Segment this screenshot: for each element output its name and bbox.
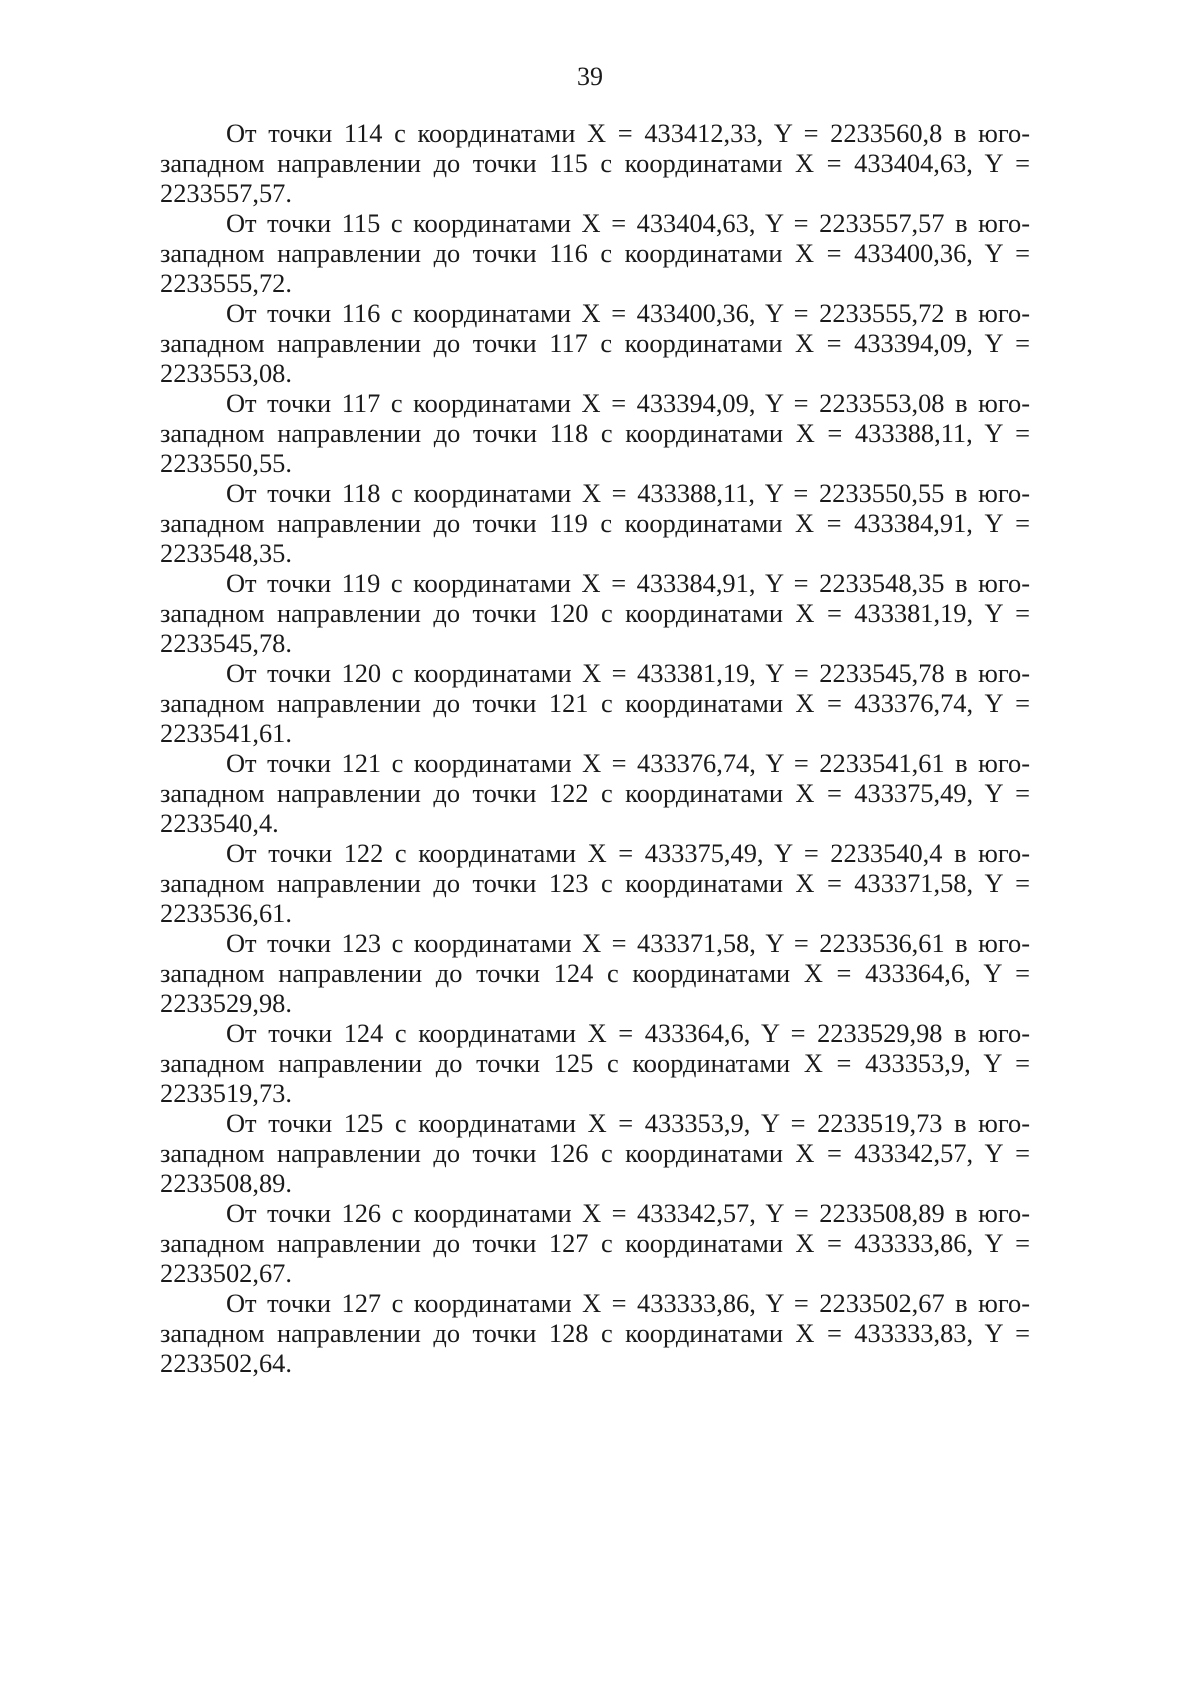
- coordinate-paragraph: От точки 122 с координатами X = 433375,49, Y = 2233540,4 в юго-западном направлении до точки 123 с координатами X = 433371,58, Y = 2233536,61.: [160, 838, 1030, 928]
- coordinate-paragraph: От точки 124 с координатами X = 433364,6, Y = 2233529,98 в юго-западном направлении до точки 125 с координатами X = 433353,9, Y = 2233519,73.: [160, 1018, 1030, 1108]
- coordinate-paragraph: От точки 115 с координатами X = 433404,63, Y = 2233557,57 в юго-западном направлении до точки 116 с координатами X = 433400,36, Y = 2233555,72.: [160, 208, 1030, 298]
- page-number: 39: [577, 62, 603, 91]
- document-body: [160, 118, 1030, 1378]
- coordinate-paragraph: От точки 116 с координатами X = 433400,36, Y = 2233555,72 в юго-западном направлении до точки 117 с координатами X = 433394,09, Y = 2233553,08.: [160, 298, 1030, 388]
- coordinate-paragraph: От точки 127 с координатами X = 433333,86, Y = 2233502,67 в юго-западном направлении до точки 128 с координатами X = 433333,83, Y = 2233502,64.: [160, 1288, 1030, 1378]
- coordinate-paragraph: От точки 114 с координатами X = 433412,33, Y = 2233560,8 в юго-западном направлении до точки 115 с координатами X = 433404,63, Y = 2233557,57.: [160, 118, 1030, 208]
- coordinate-paragraph: От точки 117 с координатами X = 433394,09, Y = 2233553,08 в юго-западном направлении до точки 118 с координатами X = 433388,11, Y = 2233550,55.: [160, 388, 1030, 478]
- coordinate-paragraph: От точки 119 с координатами X = 433384,91, Y = 2233548,35 в юго-западном направлении до точки 120 с координатами X = 433381,19, Y = 2233545,78.: [160, 568, 1030, 658]
- coordinate-paragraph: От точки 118 с координатами X = 433388,11, Y = 2233550,55 в юго-западном направлении до точки 119 с координатами X = 433384,91, Y = 2233548,35.: [160, 478, 1030, 568]
- coordinate-paragraph: От точки 121 с координатами X = 433376,74, Y = 2233541,61 в юго-западном направлении до точки 122 с координатами X = 433375,49, Y = 2233540,4.: [160, 748, 1030, 838]
- coordinate-paragraph: От точки 120 с координатами X = 433381,19, Y = 2233545,78 в юго-западном направлении до точки 121 с координатами X = 433376,74, Y = 2233541,61.: [160, 658, 1030, 748]
- coordinate-paragraph: От точки 123 с координатами X = 433371,58, Y = 2233536,61 в юго-западном направлении до точки 124 с координатами X = 433364,6, Y = 2233529,98.: [160, 928, 1030, 1018]
- coordinate-paragraph: От точки 125 с координатами X = 433353,9, Y = 2233519,73 в юго-западном направлении до точки 126 с координатами X = 433342,57, Y = 2233508,89.: [160, 1108, 1030, 1198]
- coordinate-paragraph: От точки 126 с координатами X = 433342,57, Y = 2233508,89 в юго-западном направлении до точки 127 с координатами X = 433333,86, Y = 2233502,67.: [160, 1198, 1030, 1288]
